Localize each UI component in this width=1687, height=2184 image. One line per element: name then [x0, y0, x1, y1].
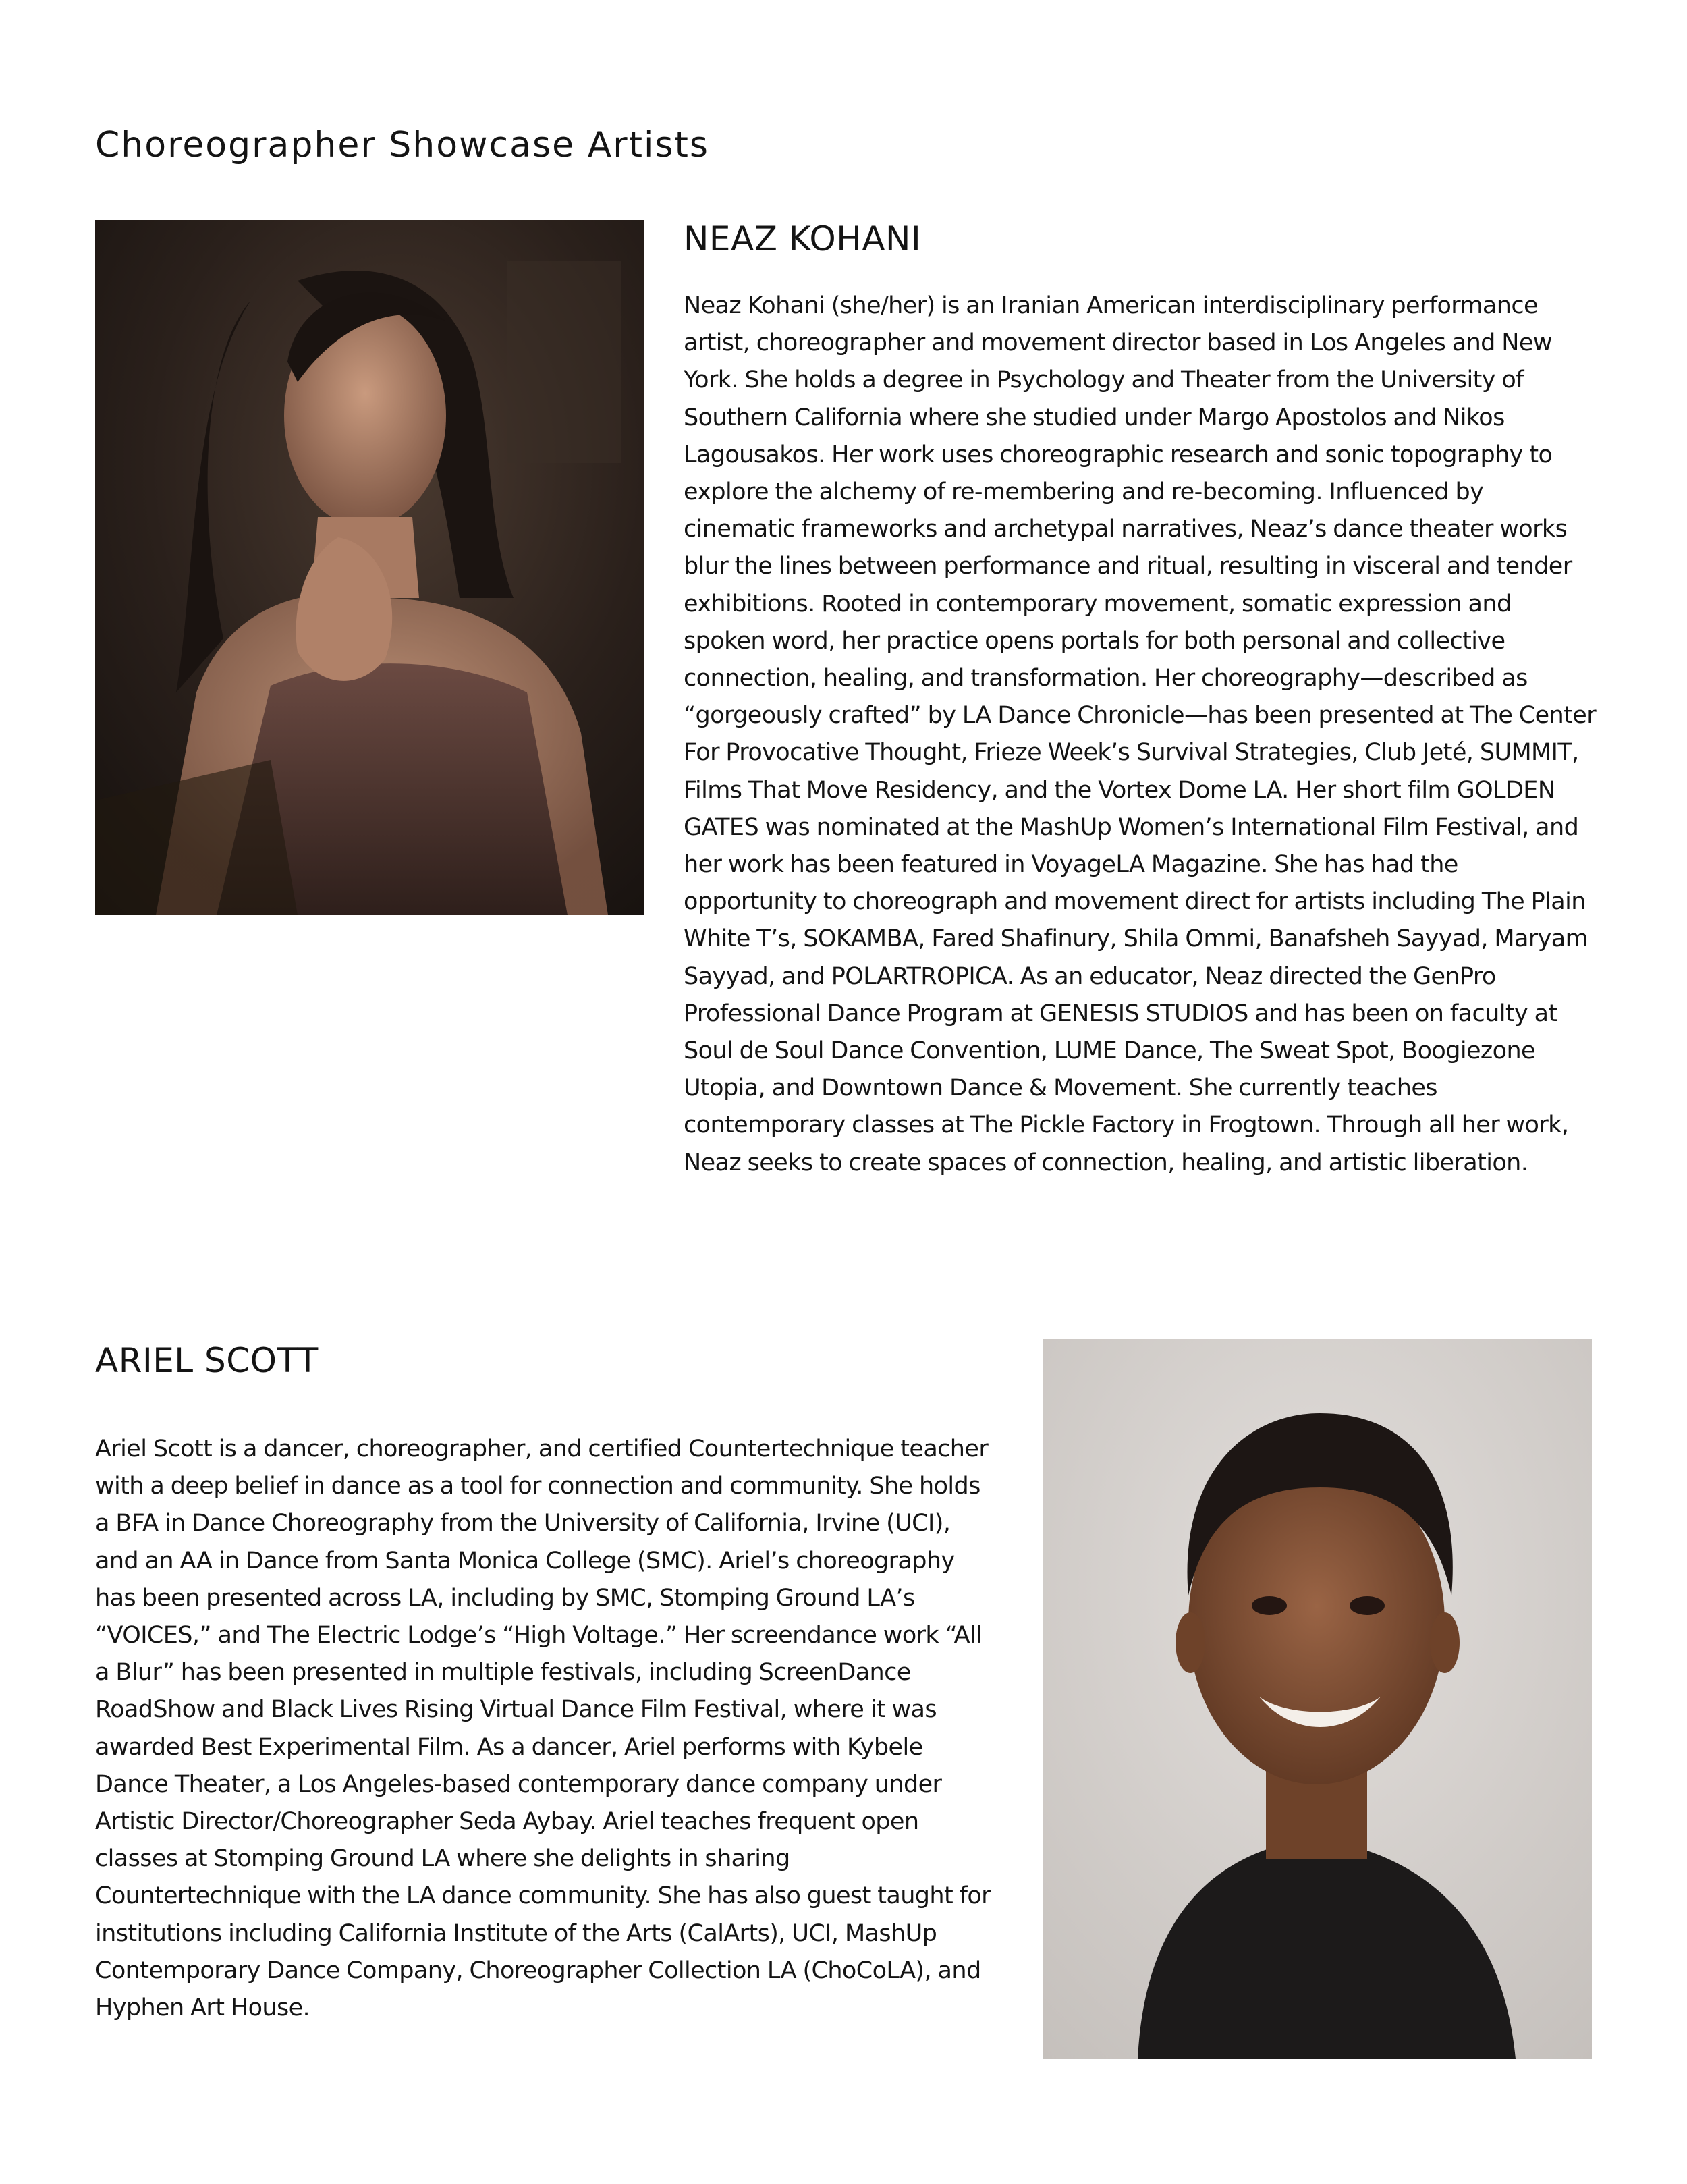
portrait-illustration	[95, 220, 644, 915]
artist-bio-neaz-kohani: Neaz Kohani (she/her) is an Iranian American interdisciplinary performance artist, choreographer and movement director based in Los Angeles and New York. She holds a degree in Psychology and Theater from the University of Southern California where she studied under Margo Apostolos and Nikos Lagousakos. Her work uses choreographic research and sonic topography to explore the alchemy of re-membering and re-becoming. Influenced by cinematic frameworks and archetypal narratives, Neaz’s dance theater works blur the lines between performance and ritual, resulting in visceral and tender exhibitions. Rooted in contemporary movement, somatic expression and spoken word, her practice opens portals for both personal and collective connection, healing, and transformation. Her choreography—described as “gorgeously crafted” by LA Dance Chronicle—has been presented at The Center For Provocative Thought, Frieze Week’s Survival Strategies, Club Jeté, SUMMIT, Films That Move Residency, and the Vortex Dome LA. Her short film GOLDEN GATES was nominated at the MashUp Women’s International Film Festival, and her work has been featured in VoyageLA Magazine. She has had the opportunity to choreograph and movement direct for artists including The Plain White T’s, SOKAMBA, Fared Shafinury, Shila Ommi, Banafsheh Sayyad, Maryam Sayyad, and POLARTROPICA. As an educator, Neaz directed the GenPro Professional Dance Program at GENESIS STUDIOS and has been on faculty at Soul de Soul Dance Convention, LUME Dance, The Sweat Spot, Boogiezone Utopia, and Downtown Dance & Movement. She currently teaches contemporary classes at The Pickle Factory in Frogtown. Through all her work, Neaz seeks to create spaces of connection, healing, and artistic liberation.	[684, 292, 1596, 1176]
artist-photo-ariel-scott	[1043, 1339, 1592, 2059]
artist-photo-neaz-kohani	[95, 220, 644, 915]
artist-name-ariel-scott: ARIEL SCOTT	[95, 1341, 319, 1380]
page-title: Choreographer Showcase Artists	[95, 125, 709, 165]
portrait-illustration	[1043, 1339, 1592, 2059]
artist-name-neaz-kohani: NEAZ KOHANI	[684, 219, 922, 258]
artist-bio-ariel-scott: Ariel Scott is a dancer, choreographer, and certified Countertechnique teacher with a deep belief in dance as a tool for connection and community. She holds a BFA in Dance Choreography from the University of California, Irvine (UCI), and an AA in Dance from Santa Monica College (SMC). Ariel’s choreography has been presented across LA, including by SMC, Stomping Ground LA’s “VOICES,” and The Electric Lodge’s “High Voltage.” Her screendance work “All a Blur” has been presented in multiple festivals, including ScreenDance RoadShow and Black Lives Rising Virtual Dance Film Festival, where it was awarded Best Experimental Film. As a dancer, Ariel performs with Kybele Dance Theater, a Los Angeles-based contemporary dance company under Artistic Director/Choreographer Seda Aybay. Ariel teaches frequent open classes at Stomping Ground LA where she delights in sharing Countertechnique with the LA dance community. She has also guest taught for institutions including California Institute of the Arts (CalArts), UCI, MashUp Contemporary Dance Company, Choreographer Collection LA (ChoCoLA), and Hyphen Art House.	[95, 1436, 991, 2022]
